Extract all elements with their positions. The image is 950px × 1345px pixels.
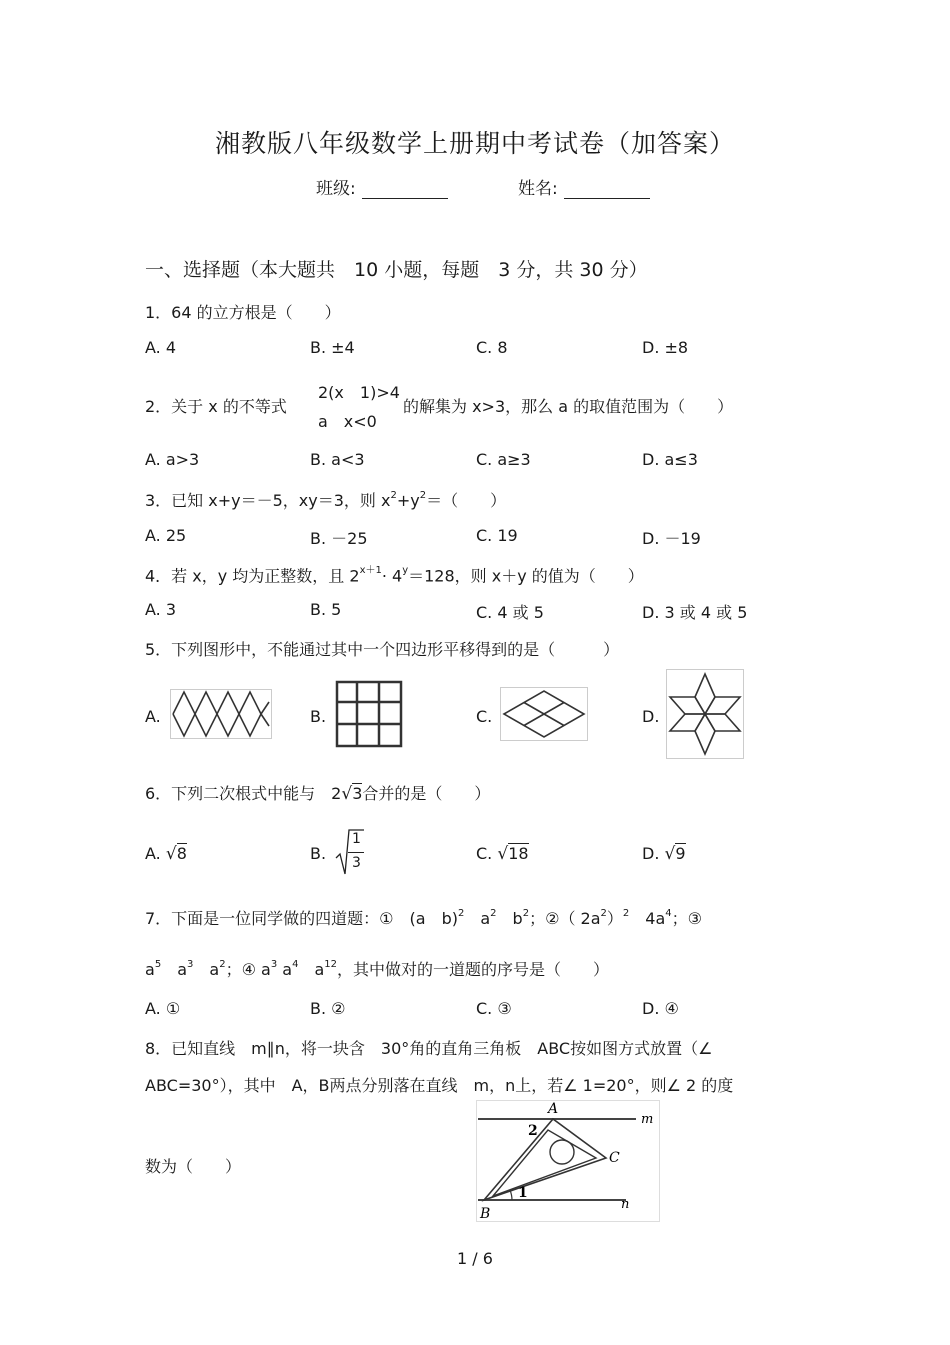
q6-option-a: A. √8 — [145, 844, 187, 864]
q8-label-n: n — [621, 1197, 630, 1212]
q7-option-b: B. ② — [310, 999, 346, 1018]
q2-system-line-2: a x<0 — [318, 412, 377, 431]
q1-option-a: A. 4 — [145, 338, 177, 357]
question-2-stem-pre: 2．关于 x 的不等式 — [145, 397, 287, 416]
q2-option-d: D. a≤3 — [642, 450, 698, 469]
question-5-stem: 5．下列图形中，不能通过其中一个四边形平移得到的是（ ） — [145, 640, 620, 659]
q7-option-d: D. ④ — [642, 999, 679, 1018]
name-label: 姓名: — [518, 179, 558, 199]
page-title: 湘教版八年级数学上册期中考试卷（加答案） — [214, 129, 735, 158]
q7-option-c: C. ③ — [476, 999, 512, 1018]
q3-option-b: B. －25 — [310, 529, 368, 548]
q4-option-a: A. 3 — [145, 600, 177, 619]
class-blank[interactable] — [362, 181, 448, 199]
q5-figure-c — [500, 687, 588, 741]
q4-option-d: D. 3 或 4 或 5 — [642, 603, 748, 622]
question-7-line-2: $a^5$ $a^3$ $a^2$；④ $a^3$ $a^4$ $a^{12}$，其中做对的一道题的序号是（ ） — [145, 958, 610, 979]
question-8-line-1: 8．已知直线 m∥n，将一块含 30°角的直角三角板 ABC按如图方式放置（∠ — [145, 1039, 713, 1058]
q3-option-a: A. 25 — [145, 526, 187, 545]
question-4-stem: 4．若 x，y 均为正整数，且 $2^{x+1}\cdot 4^y=128$，则 x＋y 的值为（ ） — [145, 565, 644, 586]
q1-option-d: D. ±8 — [642, 338, 689, 357]
q6-option-b: B. 1 3 — [310, 828, 326, 847]
q5-figure-a — [170, 689, 272, 739]
q7-option-a: A. ① — [145, 999, 181, 1018]
q5-figure-d — [666, 669, 744, 759]
question-3-stem: 3．已知 x+y＝－5，xy＝3，则 $x^2+y^2=$（ ） — [145, 489, 507, 510]
question-8-line-2: ABC=30°），其中 A，B两点分别落在直线 m，n上，若∠ 1=20°，则∠ 2 的度 — [145, 1076, 734, 1095]
q8-figure — [476, 1100, 660, 1222]
question-1-stem: 1．64 的立方根是（ ） — [145, 303, 341, 322]
q5-option-c: C. — [476, 707, 493, 726]
name-field — [518, 174, 650, 199]
q5-option-a: A. — [145, 707, 161, 726]
q2-option-c: C. a≥3 — [476, 450, 531, 469]
question-6-stem: 6．下列二次根式中能与 2√3合并的是（ ） — [145, 784, 491, 804]
section-heading: 一、选择题（本大题共 10 小题，每题 3 分，共 30 分） — [145, 259, 648, 281]
q8-label-c: C — [609, 1150, 620, 1166]
name-blank[interactable] — [564, 181, 650, 199]
q3-option-d: D. －19 — [642, 529, 701, 548]
q8-label-angle-1: 1 — [518, 1185, 528, 1201]
q2-system-line-1: 2(x 1)>4 — [318, 383, 400, 402]
q1-option-b: B. ±4 — [310, 338, 355, 357]
q8-label-angle-2: 2 — [528, 1123, 538, 1139]
q8-label-a: A — [548, 1101, 559, 1117]
question-7-line-1: 7．下面是一位同学做的四道题：① (a b)$^2$ $a^2$ $b^2$；②（ $2a^2)^2$ $4a^4$；③ — [145, 907, 703, 928]
q2-option-b: B. a<3 — [310, 450, 365, 469]
class-field — [316, 174, 448, 199]
class-label: 班级: — [316, 179, 356, 199]
q4-option-c: C. 4 或 5 — [476, 603, 544, 622]
q3-option-c: C. 19 — [476, 526, 518, 545]
q6-option-c: C. √18 — [476, 844, 529, 864]
q2-option-a: A. a>3 — [145, 450, 200, 469]
q8-label-m: m — [641, 1112, 654, 1127]
q1-option-c: C. 8 — [476, 338, 508, 357]
q5-option-b: B. — [310, 707, 327, 726]
q4-option-b: B. 5 — [310, 600, 342, 619]
q5-figure-b — [335, 680, 403, 748]
question-8-line-3: 数为（ ） — [145, 1157, 242, 1176]
question-2-stem-post: 的解集为 x>3，那么 a 的取值范围为（ ） — [403, 397, 734, 416]
q5-option-d: D. — [642, 707, 660, 726]
page-number: 1 / 6 — [457, 1249, 493, 1268]
q8-label-b: B — [480, 1206, 491, 1222]
q6-option-d: D. √9 — [642, 844, 686, 864]
